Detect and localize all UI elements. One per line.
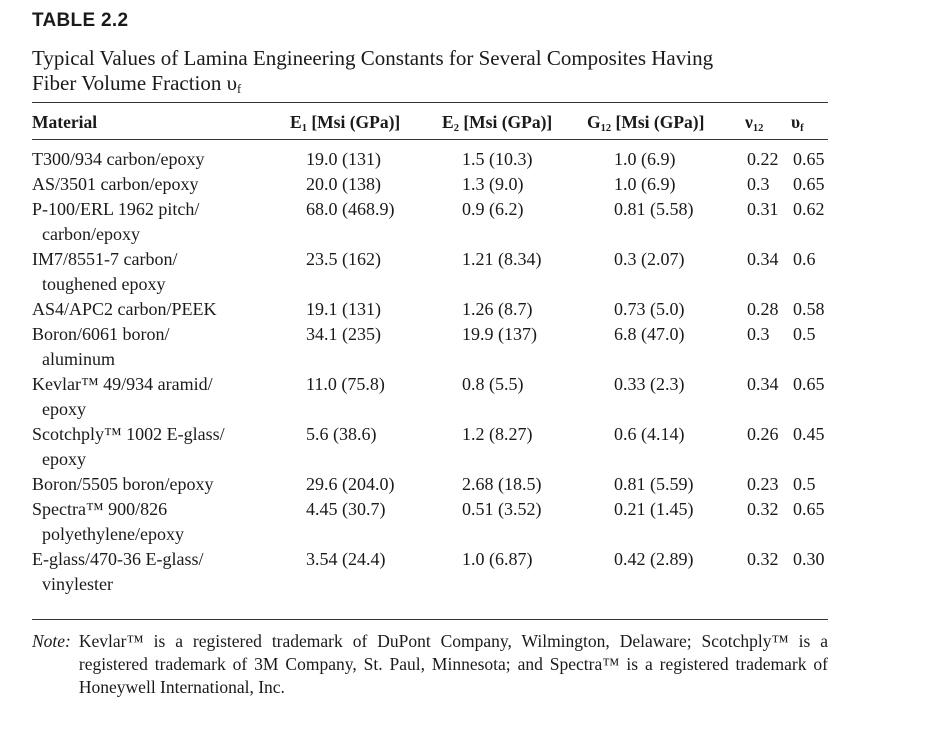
table-row (32, 172, 828, 197)
cell-material (32, 422, 290, 472)
material-line-2: polyethylene/epoxy (42, 524, 184, 544)
header-v12-symbol: ν (745, 111, 753, 132)
cell-e1: 68.0 (468.9) (306, 199, 395, 219)
bottom-rule (32, 619, 828, 620)
cell-material (32, 139, 290, 172)
material-line-2: vinylester (42, 574, 113, 594)
cell-material (32, 472, 290, 497)
cell-g12: 0.73 (5.0) (614, 299, 685, 319)
cell-vf: 0.65 (793, 174, 825, 194)
cell-g12: 0.3 (2.07) (614, 249, 685, 269)
cell-v12: 0.28 (747, 299, 779, 319)
note-label: Note: (32, 631, 71, 651)
header-e1-subscript: 1 (301, 122, 307, 134)
cell-material (32, 247, 290, 297)
table-note (32, 630, 828, 699)
cell-vf: 0.6 (793, 249, 816, 269)
table-row (32, 197, 828, 247)
cell-vf: 0.5 (793, 324, 816, 344)
cell-g12: 0.21 (1.45) (614, 499, 694, 519)
cell-g12: 0.81 (5.58) (614, 199, 694, 219)
cell-e1: 3.54 (24.4) (306, 549, 386, 569)
table-row (32, 497, 828, 547)
header-e1-symbol: E (290, 111, 302, 132)
cell-e2: 1.5 (10.3) (462, 149, 533, 169)
cell-e2: 1.0 (6.87) (462, 549, 533, 569)
header-v12 (745, 106, 791, 139)
material-line-1: Boron/5505 boron/epoxy (32, 474, 214, 494)
cell-vf: 0.65 (793, 374, 825, 394)
table-row (32, 472, 828, 497)
top-rule (32, 102, 828, 103)
cell-material (32, 547, 290, 597)
note-text: Kevlar™ is a registered trademark of DuPont Company, Wilmington, Delaware; Scotchply™ is a registered trademark of 3M Company, St. Paul, Minnesota; and Spectra™ is a registered trademark of Honeywell International, Inc. (78, 631, 828, 697)
cell-vf: 0.58 (793, 299, 825, 319)
caption-line-2-text: Fiber Volume Fraction υ (32, 71, 238, 95)
cell-v12: 0.34 (747, 374, 779, 394)
cell-e2: 1.3 (9.0) (462, 174, 524, 194)
table-row (32, 139, 828, 172)
material-line-1: Boron/6061 boron/ (32, 324, 170, 344)
cell-v12: 0.23 (747, 474, 779, 494)
cell-e1: 20.0 (138) (306, 174, 381, 194)
cell-material (32, 322, 290, 372)
cell-vf: 0.5 (793, 474, 816, 494)
cell-material (32, 297, 290, 322)
cell-vf: 0.65 (793, 149, 825, 169)
cell-e2: 0.8 (5.5) (462, 374, 524, 394)
cell-g12: 6.8 (47.0) (614, 324, 685, 344)
table-row (32, 322, 828, 372)
cell-e2: 0.9 (6.2) (462, 199, 524, 219)
material-line-2: epoxy (42, 449, 86, 469)
header-g12-symbol: G (587, 111, 601, 132)
header-e1-unit: [Msi (GPa)] (306, 111, 401, 132)
header-e2-unit: [Msi (GPa)] (458, 111, 553, 132)
cell-e1: 34.1 (235) (306, 324, 381, 344)
cell-material (32, 197, 290, 247)
cell-e1: 4.45 (30.7) (306, 499, 386, 519)
material-line-1: Kevlar™ 49/934 aramid/ (32, 374, 213, 394)
cell-e2: 1.26 (8.7) (462, 299, 533, 319)
cell-material (32, 172, 290, 197)
material-line-2: aluminum (42, 349, 115, 369)
material-line-1: P-100/ERL 1962 pitch/ (32, 199, 200, 219)
cell-v12: 0.32 (747, 549, 779, 569)
header-e2-symbol: E (442, 111, 454, 132)
cell-e1: 29.6 (204.0) (306, 474, 395, 494)
material-line-1: T300/934 carbon/epoxy (32, 149, 205, 169)
header-vf-symbol: υ (791, 111, 801, 132)
caption-line-1: Typical Values of Lamina Engineering Constants for Several Composites Having (32, 46, 714, 70)
header-material: Material (32, 112, 98, 132)
cell-v12: 0.26 (747, 424, 779, 444)
header-row (32, 106, 828, 139)
cell-vf: 0.62 (793, 199, 825, 219)
cell-g12: 1.0 (6.9) (614, 149, 676, 169)
caption-line-2 (32, 71, 832, 102)
cell-vf: 0.30 (793, 549, 825, 569)
cell-e1: 5.6 (38.6) (306, 424, 377, 444)
header-g12-unit: [Msi (GPa)] (611, 111, 705, 132)
cell-e1: 19.1 (131) (306, 299, 381, 319)
material-line-1: AS/3501 carbon/epoxy (32, 174, 199, 194)
cell-g12: 0.6 (4.14) (614, 424, 685, 444)
cell-g12: 0.33 (2.3) (614, 374, 685, 394)
table-row (32, 547, 828, 597)
material-line-2: carbon/epoxy (42, 224, 140, 244)
header-v12-subscript: 12 (752, 122, 764, 134)
cell-e2: 1.21 (8.34) (462, 249, 542, 269)
cell-vf: 0.45 (793, 424, 825, 444)
table-row (32, 372, 828, 422)
cell-v12: 0.32 (747, 499, 779, 519)
material-line-1: Spectra™ 900/826 (32, 499, 168, 519)
cell-e2: 1.2 (8.27) (462, 424, 533, 444)
material-line-2: epoxy (42, 399, 86, 419)
cell-g12: 1.0 (6.9) (614, 174, 676, 194)
header-e2 (442, 106, 587, 139)
material-line-1: Scotchply™ 1002 E-glass/ (32, 424, 225, 444)
caption-vf-subscript: f (237, 82, 242, 96)
header-vf-subscript: f (800, 122, 804, 134)
cell-v12: 0.22 (747, 149, 779, 169)
cell-e1: 11.0 (75.8) (306, 374, 385, 394)
cell-g12: 0.42 (2.89) (614, 549, 694, 569)
table-row (32, 297, 828, 322)
material-line-1: E-glass/470-36 E-glass/ (32, 549, 204, 569)
material-line-2: toughened epoxy (42, 274, 166, 294)
table-caption (32, 46, 832, 102)
cell-vf: 0.65 (793, 499, 825, 519)
cell-v12: 0.3 (747, 324, 770, 344)
table-row (32, 422, 828, 472)
table-number: TABLE 2.2 (32, 10, 129, 31)
header-vf (791, 106, 828, 139)
cell-material (32, 372, 290, 422)
cell-material (32, 497, 290, 547)
material-line-1: AS4/APC2 carbon/PEEK (32, 299, 217, 319)
header-e2-subscript: 2 (453, 122, 459, 134)
cell-v12: 0.31 (747, 199, 779, 219)
table-body (32, 139, 828, 597)
cell-v12: 0.3 (747, 174, 770, 194)
header-g12-subscript: 12 (600, 122, 612, 134)
header-e1 (290, 106, 442, 139)
cell-e1: 23.5 (162) (306, 249, 381, 269)
cell-v12: 0.34 (747, 249, 779, 269)
header-g12 (587, 106, 745, 139)
cell-e2: 2.68 (18.5) (462, 474, 542, 494)
composites-table (32, 106, 828, 597)
cell-e2: 19.9 (137) (462, 324, 537, 344)
cell-g12: 0.81 (5.59) (614, 474, 694, 494)
material-line-1: IM7/8551-7 carbon/ (32, 249, 178, 269)
table-row (32, 247, 828, 297)
cell-e1: 19.0 (131) (306, 149, 381, 169)
cell-e2: 0.51 (3.52) (462, 499, 542, 519)
